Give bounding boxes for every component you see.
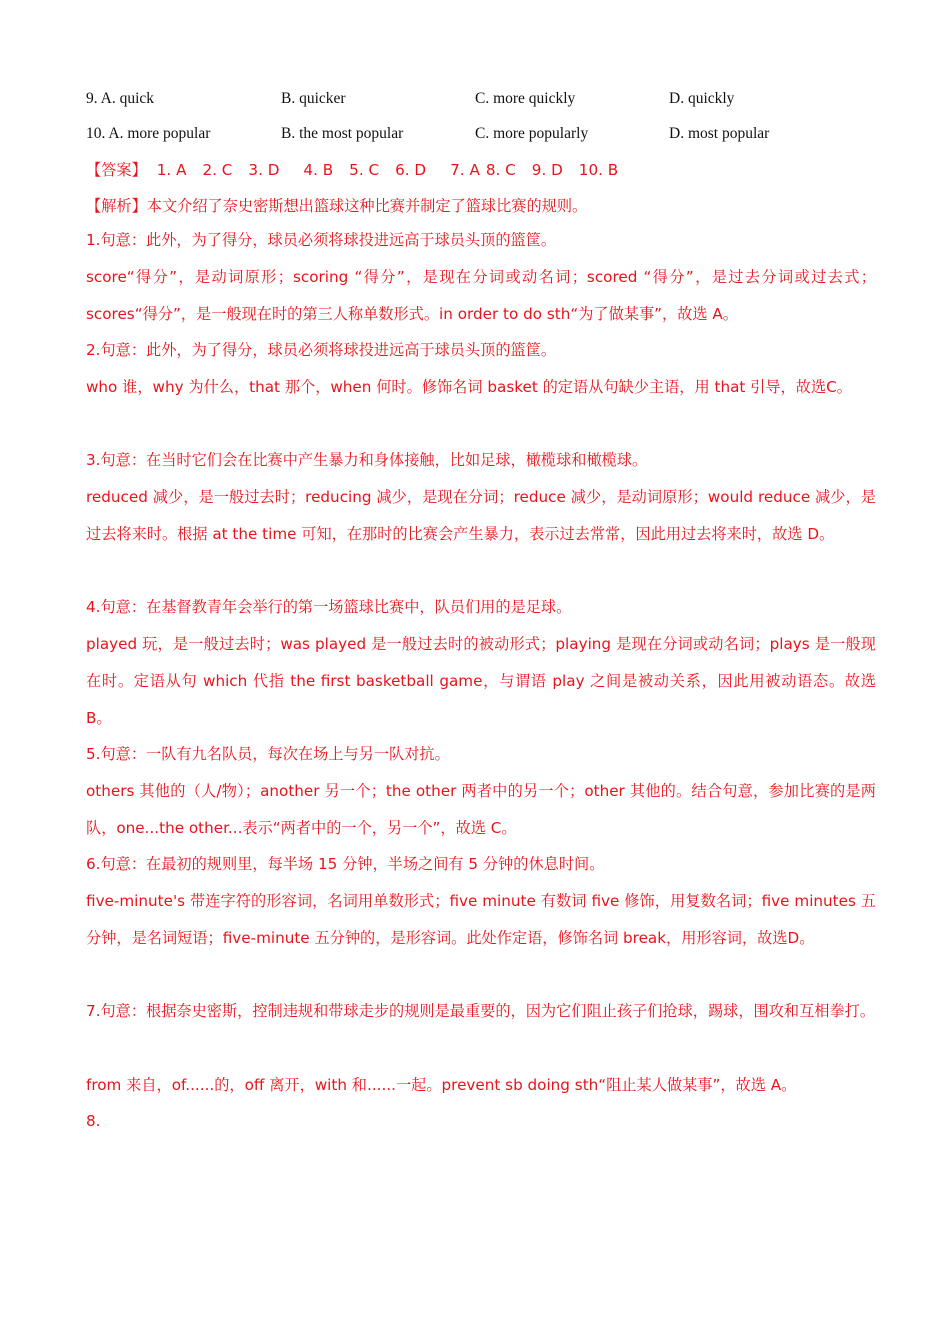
q1-sentence: 1.句意：此外，为了得分，球员必须将球投进远高于球员头顶的篮筐。 (86, 231, 557, 249)
answer-tag: 【答案】 (86, 161, 147, 179)
q3-sentence: 3.句意：在当时它们会在比赛中产生暴力和身体接触，比如足球，橄榄球和橄榄球。 (86, 451, 648, 469)
answer-item: 7. A (450, 161, 480, 179)
analysis-intro: 【解析】本文介绍了奈史密斯想出篮球这种比赛并制定了篮球比赛的规则。 (86, 197, 588, 215)
answer-item: 10. B (578, 161, 619, 179)
q7-sentence: 7.句意：根据奈史密斯，控制违规和带球走步的规则是最重要的，因为它们阻止孩子们抢球，踢球，围攻和互相拳打。 (86, 1002, 876, 1020)
q10-option-a: 10. A. more popular (86, 125, 211, 142)
q10-option-b: B. the most popular (281, 125, 404, 142)
q10-option-c: C. more popularly (475, 125, 589, 142)
q6-explanation: five-minute's 带连字符的形容词，名词用单数形式；five minute 有数词 five 修饰，用复数名词；five minutes 五分钟，是名词短语；five-minute 五分钟的，是形容词。此处作定语，修饰名词 break，用形容词，故选D。 (86, 892, 876, 947)
q5-explanation: others 其他的（人/物）；another 另一个；the other 两者中的另一个；other 其他的。结合句意，参加比赛的是两队，one...the other...表示“两者中的一个，另一个”，故选 C。 (86, 782, 876, 837)
answer-item: 4. B (303, 161, 334, 179)
q4-explanation: played 玩，是一般过去时；was played 是一般过去时的被动形式；playing 是现在分词或动名词；plays 是一般现在时。定语从句 which 代指 the first basketball game，与谓语 play 之间是被动关系，因此用被动语态。故选 B。 (86, 635, 876, 727)
q7-explanation: from 来自，of......的，off 离开，with 和......一起。prevent sb doing sth“阻止某人做某事”，故选 A。 (86, 1076, 797, 1094)
q9-option-a: 9. A. quick (86, 90, 155, 107)
q9-option-d: D. quickly (669, 90, 735, 107)
q6-sentence: 6.句意：在最初的规则里，每半场 15 分钟，半场之间有 5 分钟的休息时间。 (86, 855, 605, 873)
q4-sentence: 4.句意：在基督教青年会举行的第一场篮球比赛中，队员们用的是足球。 (86, 598, 572, 616)
answer-item: 3. D (248, 161, 280, 179)
q1-explanation: score“得分”，是动词原形；scoring “得分”，是现在分词或动名词；scored “得分”，是过去分词或过去式；scores“得分”，是一般现在时的第三人称单数形式。in order to do sth“为了做某事”，故选 A。 (86, 268, 876, 323)
answer-item: 2. C (202, 161, 233, 179)
q3-explanation: reduced 减少，是一般过去时；reducing 减少，是现在分词；reduce 减少，是动词原形；would reduce 减少，是过去将来时。根据 at the time 可知，在那时的比赛会产生暴力，表示过去常常，因此用过去将来时，故选 D。 (86, 488, 876, 543)
answer-item: 5. C (349, 161, 380, 179)
q10-option-d: D. most popular (669, 125, 770, 142)
answer-item: 6. D (395, 161, 427, 179)
q9-option-b: B. quicker (281, 90, 346, 107)
q2-explanation: who 谁，why 为什么，that 那个，when 何时。修饰名词 basket 的定语从句缺少主语，用 that 引导，故选C。 (86, 378, 852, 396)
answer-item: 1. A (156, 161, 187, 179)
q8-sentence: 8. (86, 1112, 101, 1130)
answer-key (86, 157, 634, 183)
answer-item: 9. D (531, 161, 563, 179)
question-9-options (86, 90, 886, 114)
answer-item: 8. C (485, 161, 516, 179)
q5-sentence: 5.句意：一队有九名队员，每次在场上与另一队对抗。 (86, 745, 450, 763)
question-10-options (86, 125, 886, 149)
q2-sentence: 2.句意：此外，为了得分，球员必须将球投进远高于球员头顶的篮筐。 (86, 341, 557, 359)
q9-option-c: C. more quickly (475, 90, 576, 107)
